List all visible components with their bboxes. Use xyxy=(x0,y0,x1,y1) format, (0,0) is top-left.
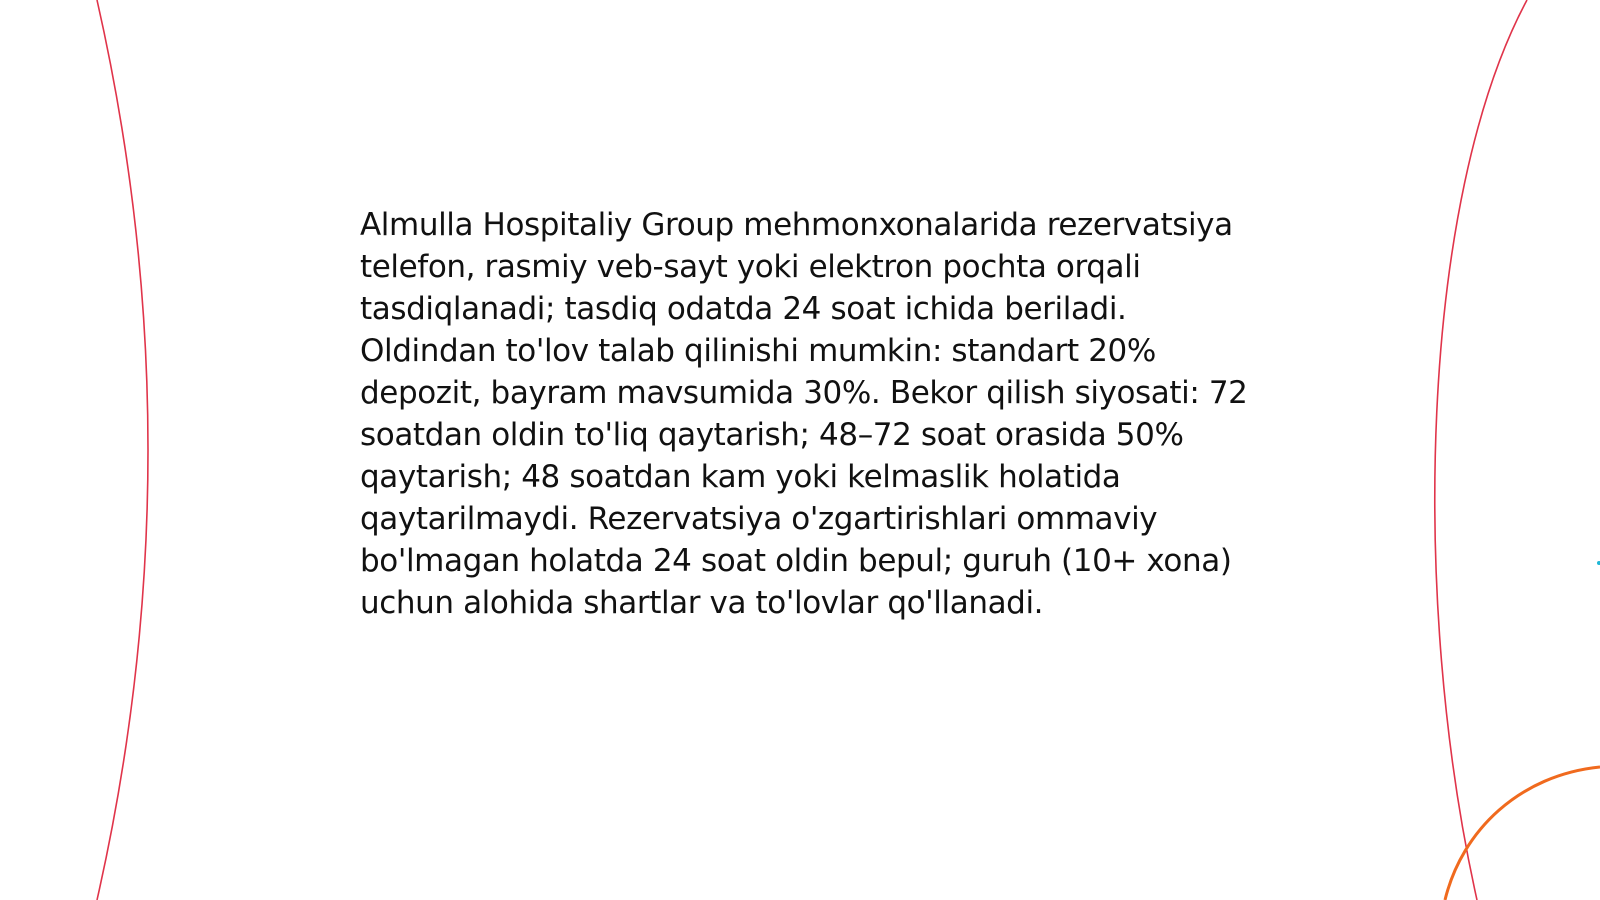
left-curve-line xyxy=(97,0,148,900)
right-curve-line xyxy=(1435,0,1527,900)
body-text: Almulla Hospitaliy Group mehmonxonalarida rezervatsiya telefon, rasmiy veb-sayt yoki elektron pochta orqali tasdiqlanadi; tasdiq odatda 24 soat ichida beriladi. Oldindan to'lov talab qilinishi mumkin: standart 20% depozit, bayram mavsumida 30%. Bekor qilish siyosati: 72 soatdan oldin to'liq qaytarish; 48–72 soat orasida 50% qaytarish; 48 soatdan kam yoki kelmaslik holatida qaytarilmaydi. Rezervatsiya o'zgartirishlari ommaviy bo'lmagan holatda 24 soat oldin bepul; guruh (10+ xona) uchun alohida shartlar va to'lovlar qo'llanadi. xyxy=(360,207,1248,621)
corner-arc-line xyxy=(1445,767,1600,900)
